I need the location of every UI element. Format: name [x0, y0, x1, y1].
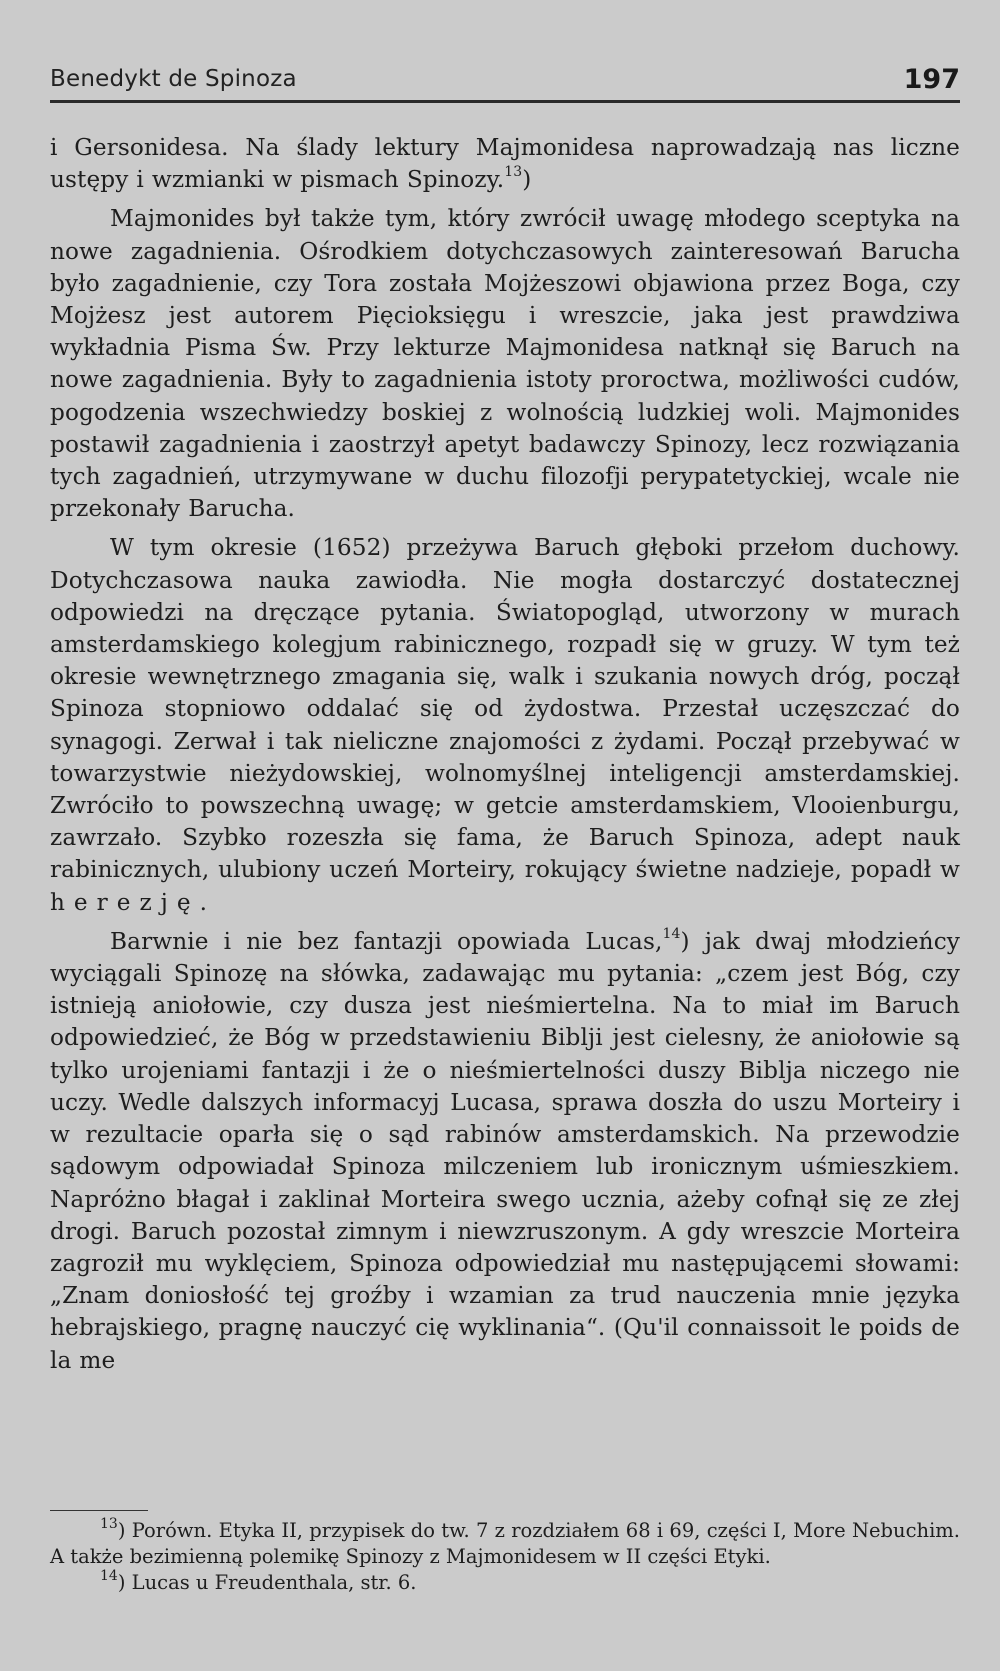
footnote-ref-14[interactable]: 14 — [662, 926, 681, 943]
footnote-13 — [50, 1515, 960, 1570]
running-header — [50, 64, 960, 104]
emphasis-herezje: herezję — [50, 888, 200, 916]
footnote-14 — [50, 1567, 960, 1596]
page-number: 197 — [903, 64, 960, 95]
paragraph-1 — [50, 132, 960, 196]
footnote-14-number: 14 — [100, 1567, 118, 1584]
footnote-rule — [50, 1510, 148, 1511]
running-title: Benedykt de Spinoza — [50, 66, 297, 92]
footnote-14-close: ) — [117, 1571, 126, 1594]
footnote-13-close: ) — [117, 1519, 126, 1542]
main-text — [50, 132, 960, 1377]
footnotes — [50, 1515, 960, 1596]
footnote-ref-13[interactable]: 13 — [504, 164, 523, 181]
paragraph-3 — [50, 532, 960, 918]
header-rule — [50, 100, 960, 103]
paragraph-3-text: W tym okresie (1652) przeżywa Baruch głęboki przełom duchowy. Dotychczasowa nauka zawiodła. Nie mogła dostarczyć dostatecznej odpowiedzi na dręczące pytania. Światopogląd, utworzony w murach amsterdamskiego kolegjum rabinicznego, rozpadł się w gruzy. W tym też okresie wewnętrznego zmagania się, walk i szukania nowych dróg, począł Spinoza stopniowo oddalać się od żydostwa. Przestał uczęszczać do synagogi. Zerwał i tak nieliczne znajomości z żydami. Począł przebywać w towarzystwie nieżydowskiej, wolnomyślnej inteligencji amsterdamskiej. Zwróciło to powszechną uwagę; w getcie amsterdamskiem, Vlooienburgu, zawrzało. Szybko rozeszła się fama, że Baruch Spinoza, adept nauk rabinicznych, ulubiony uczeń Morteiry, rokujący świetne nadzieje, popadł w — [50, 534, 960, 884]
paragraph-3-end: . — [199, 888, 208, 916]
paragraph-4-start: Barwnie i nie bez fantazji opowiada Lucas, — [110, 927, 663, 955]
footnote-14-text: Lucas u Freudenthala, str. 6. — [125, 1571, 417, 1594]
paragraph-2: Majmonides był także tym, który zwrócił uwagę młodego sceptyka na nowe zagadnienia. Ośrodkiem dotychczasowych zainteresowań Barucha było zagadnienie, czy Tora została Mojżeszowi objawiona przez Boga, czy Mojżesz jest autorem Pięcioksięgu i wreszcie, jaka jest prawdziwa wykładnia Pisma Św. Przy lekturze Majmonidesa natknął się Baruch na nowe zagadnienia. Były to zagadnienia istoty proroctwa, możliwości cudów, pogodzenia wszechwiedzy boskiej z wolnością ludzkiej woli. Majmonides postawił zagadnienia i zaostrzył apetyt badawczy Spinozy, lecz rozwiązania tych zagadnień, utrzymywane w duchu filozofji perypatetyckiej, wcale nie przekonały Barucha. — [50, 205, 960, 523]
paragraph-1-close: ) — [522, 166, 532, 194]
paragraph-4 — [50, 926, 960, 1377]
footnote-13-text: Porówn. Etyka II, przypisek do tw. 7 z rozdziałem 68 i 69, części I, More Nebuchim. A także bezimienną polemikę Spinozy z Majmonidesem w II części Etyki. — [50, 1519, 960, 1568]
paragraph-4-text: ) jak dwaj młodzieńcy wyciągali Spinozę na słówka, zadawając mu pytania: „czem jest Bóg, czy istnieją aniołowie, czy dusza jest nieśmiertelna. Na to miał im Baruch odpowiedzieć, że Bóg w przedstawieniu Biblji jest cielesny, że aniołowie są tylko urojeniami fantazji i że o nieśmiertelności duszy Biblja niczego nie uczy. Wedle dalszych informacyj Lucasa, sprawa doszła do uszu Morteiry i w rezultacie oparła się o sąd rabinów amsterdamskich. Na przewodzie sądowym odpowiadał Spinoza milczeniem lub ironicznym uśmieszkiem. Napróżno błagał i zaklinał Morteira swego ucznia, ażeby cofnął się ze złej drogi. Baruch pozostał zimnym i niewzruszonym. A gdy wreszcie Morteira zagroził mu wyklęciem, Spinoza odpowiedział mu następującemi słowami: „Znam doniosłość tej groźby i wzamian za trud nauczenia mnie języka hebrajskiego, pragnę nauczyć cię wyklinania“. (Qu'il connaissoit le poids de la me — [50, 927, 961, 1374]
paragraph-1-text: i Gersonidesa. Na ślady lektury Majmonidesa naprowadzają nas liczne ustępy i wzmianki w pismach Spinozy. — [50, 134, 960, 194]
footnote-13-number: 13 — [100, 1515, 118, 1532]
